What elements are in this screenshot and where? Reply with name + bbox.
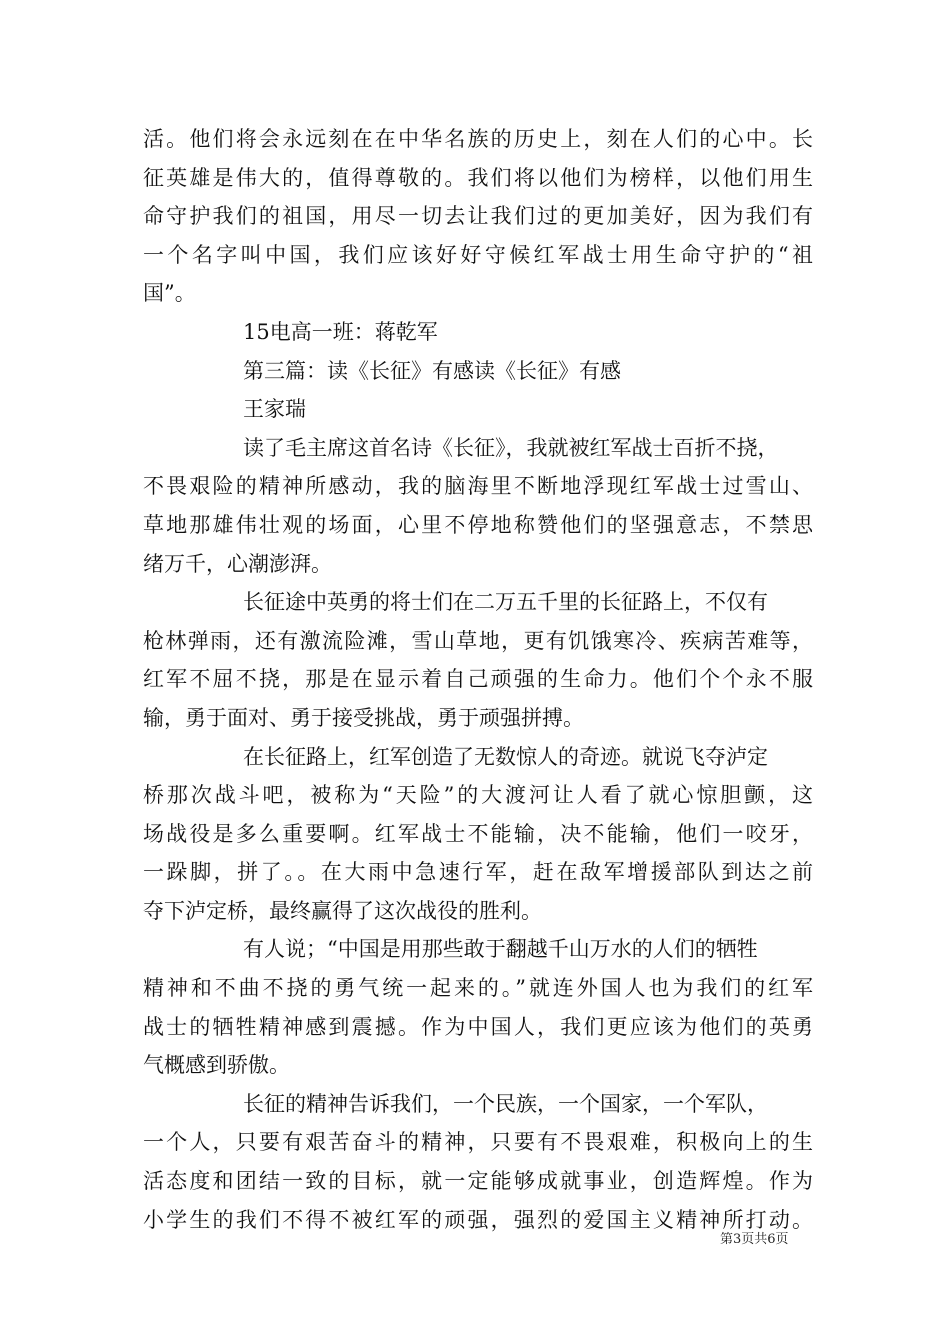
text-line: 命守护我们的祖国，用尽一切去让我们过的更加美好，因为我们有 (143, 204, 813, 229)
paragraph-start: 读了毛主席这首名诗《长征》，我就被红军战士百折不挠， (243, 435, 779, 460)
text-line: 活。他们将会永远刻在在中华名族的历史上，刻在人们的心中。长 (143, 127, 813, 151)
text-line: 草地那雄伟壮观的场面，心里不停地称赞他们的坚强意志，不禁思 (143, 512, 813, 537)
text-line: 气概感到骄傲。 (143, 1053, 290, 1078)
text-line: 活态度和团结一致的目标，就一定能够成就事业，创造辉煌。作为 (143, 1169, 813, 1194)
text-line: 一个人，只要有艰苦奋斗的精神，只要有不畏艰难，积极向上的生 (143, 1130, 813, 1155)
text-line: 精神和不曲不挠的勇气统一起来的。”就连外国人也为我们的红军 (143, 976, 813, 1001)
page-number: 第3页共6页 (720, 1232, 789, 1247)
document-body (143, 120, 813, 1239)
text-line: 征英雄是伟大的，值得尊敬的。我们将以他们为榜样，以他们用生 (143, 165, 813, 190)
paragraph-start: 长征途中英勇的将士们在二万五千里的长征路上，不仅有 (243, 590, 768, 615)
text-line: 枪林弹雨，还有激流险滩，雪山草地，更有饥饿寒冷、疾病苦难等， (143, 628, 813, 653)
text-line: 桥那次战斗吧，被称为“天险”的大渡河让人看了就心惊胆颤，这 (143, 783, 813, 808)
text-line: 小学生的我们不得不被红军的顽强，强烈的爱国主义精神所打动。 (143, 1207, 813, 1232)
text-line: 场战役是多么重要啊。红军战士不能输，决不能输，他们一咬牙， (143, 821, 813, 846)
text-line: 夺下泸定桥，最终赢得了这次战役的胜利。 (143, 898, 542, 923)
class-author-line: 15电高一班：蒋乾军 (243, 319, 438, 344)
paragraph-start: 有人说；“中国是用那些敢于翻越千山万水的人们的牺牲 (243, 937, 758, 962)
text-line: 绪万千，心潮澎湃。 (143, 551, 332, 576)
text-line: 一跺脚，拼了。。在大雨中急速行军，赶在敌军增援部队到达之前 (143, 860, 813, 885)
text-line: 不畏艰险的精神所感动，我的脑海里不断地浮现红军战士过雪山、 (143, 474, 813, 499)
section-title: 第三篇：读《长征》有感读《长征》有感 (243, 358, 621, 383)
text-line: 一个名字叫中国，我们应该好好守候红军战士用生命守护的“祖 (143, 242, 813, 267)
paragraph-start: 长征的精神告诉我们，一个民族，一个国家，一个军队， (243, 1091, 768, 1116)
paragraph-start: 在长征路上，红军创造了无数惊人的奇迹。就说飞夺泸定 (243, 744, 768, 769)
text-line: 国”。 (143, 281, 196, 306)
text-line: 红军不屈不挠，那是在显示着自己顽强的生命力。他们个个永不服 (143, 667, 813, 692)
text-line: 输，勇于面对、勇于接受挑战，勇于顽强拼搏。 (143, 705, 584, 730)
author-name: 王家瑞 (243, 397, 306, 422)
text-line: 战士的牺牲精神感到震撼。作为中国人，我们更应该为他们的英勇 (143, 1014, 813, 1039)
